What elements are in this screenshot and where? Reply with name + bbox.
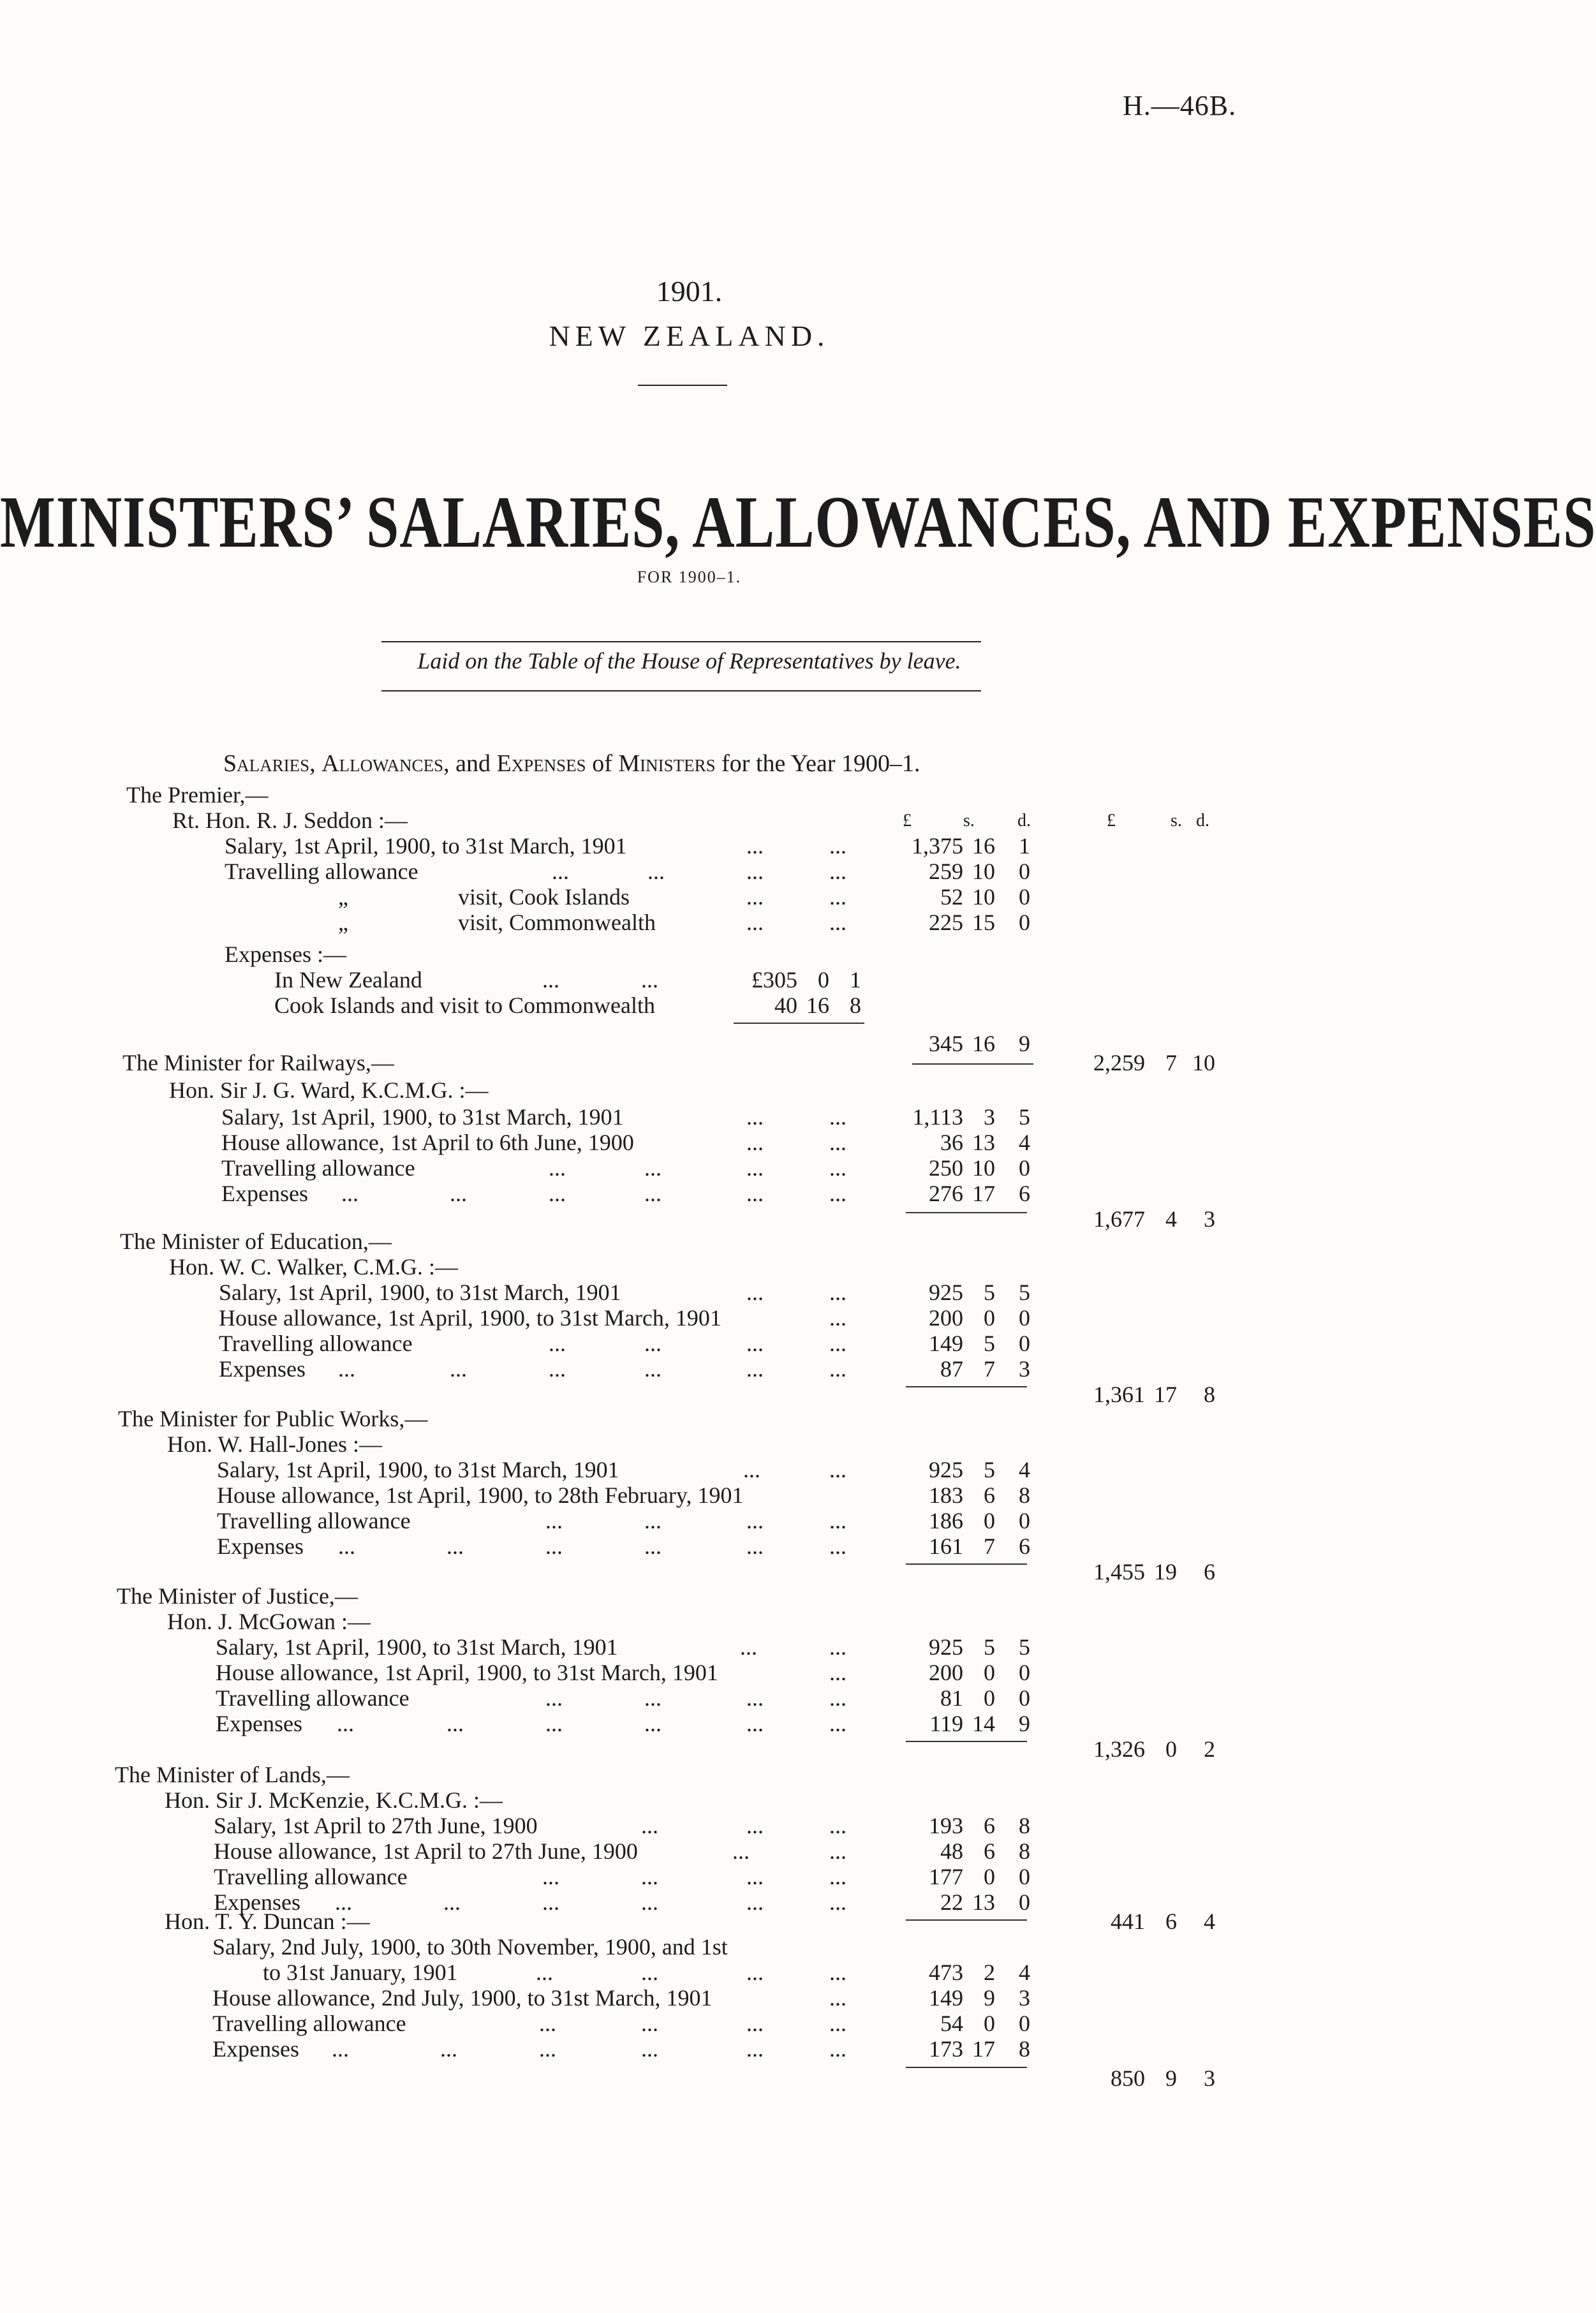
line-item: Travelling allowance ... ... ... ... 186 0 0 xyxy=(217,1508,1030,1533)
line-item: Salary, 1st April to 27th June, 1900 ... ... ... 193 6 8 xyxy=(214,1813,1030,1838)
minister-title-row: The Minister of Lands,— xyxy=(115,1762,350,1787)
heading-word: Allowances, xyxy=(321,750,450,777)
document-year: 1901. xyxy=(656,275,723,307)
col-header-total-shillings: s. xyxy=(1171,811,1182,831)
laid-rule-top xyxy=(381,641,981,642)
heading-word: Salaries, xyxy=(223,750,316,777)
line-item: House allowance, 2nd July, 1900, to 31st March, 1901 ... 149 9 3 xyxy=(212,1985,1030,2011)
line-item: „ visit, Commonwealth ... ... 225 15 0 xyxy=(338,910,1030,935)
line-item: Salary, 1st April, 1900, to 31st March, 1901 ... ... 925 5 5 xyxy=(216,1634,1030,1660)
line-item: Expenses ... ... ... ... ... ... 276 17 6 xyxy=(221,1181,1030,1206)
line-item: Travelling allowance ... ... ... ... 81 0 0 xyxy=(216,1685,1030,1711)
line-item: Salary, 1st April, 1900, to 31st March, 1901 ... ... 925 5 4 xyxy=(217,1457,1030,1482)
minister-name-row: Hon. Sir J. G. Ward, K.C.M.G. :— xyxy=(169,1077,489,1103)
heading-word: of xyxy=(592,750,612,777)
country-name: NEW ZEALAND. xyxy=(549,320,830,352)
minister-total-row: 1,361 17 8 xyxy=(1093,1382,1215,1407)
col-header-pounds: £ xyxy=(903,811,912,831)
heading-word: Expenses xyxy=(496,750,586,777)
amount-shillings: 16 xyxy=(972,833,995,859)
line-item: House allowance, 1st April to 27th June, 1900 ... ... 48 6 8 xyxy=(214,1838,1030,1864)
line-item: Expenses ... ... ... ... ... ... 22 13 0 xyxy=(214,1889,1030,1915)
line-item: Travelling allowance ... ... ... ... 259 10 0 xyxy=(225,859,1030,884)
expenses-subtotal: 345 16 9 xyxy=(929,1031,1030,1056)
line-item: House allowance, 1st April to 6th June, 1900 ... ... 36 13 4 xyxy=(221,1130,1030,1155)
minister-total-row: 1,677 4 3 xyxy=(1093,1206,1215,1232)
minister-name-row: Hon. W. C. Walker, C.M.G. :— xyxy=(169,1254,459,1280)
line-item: to 31st January, 1901 ... ... ... ... 473 2 4 xyxy=(263,1960,1030,1985)
minister-name-row: Hon. J. McGowan :— xyxy=(167,1609,371,1634)
expense-sub-item: In New Zealand ... ... £305 0 1 xyxy=(274,967,861,993)
minister-total-row: The Minister for Railways,— 2,259 7 10 xyxy=(122,1050,1215,1075)
minister-title-row: The Minister of Justice,— xyxy=(117,1583,358,1609)
heading-word: for the Year 1900–1. xyxy=(721,750,920,777)
line-item: Expenses ... ... ... ... ... ... 119 14 9 xyxy=(216,1711,1030,1736)
minister-title-row: The Minister of Education,— xyxy=(120,1229,392,1254)
line-item: Salary, 1st April, 1900, to 31st March, 1901 ... ... 1,375 16 1 xyxy=(225,833,1030,859)
ditto-mark: „ xyxy=(338,884,348,910)
page-title: MINISTERS’ SALARIES, ALLOWANCES, AND EXPENSES xyxy=(0,481,1596,563)
line-item: Expenses ... ... ... ... ... ... 161 7 6 xyxy=(217,1533,1030,1559)
amount-pounds: 1,375 xyxy=(912,833,963,859)
minister-title-row: The Minister for Public Works,— xyxy=(118,1406,428,1431)
heading-word: and xyxy=(455,750,491,777)
table-heading xyxy=(223,750,920,778)
minister-total-row: 1,455 19 6 xyxy=(1093,1559,1215,1585)
heading-word: Ministers xyxy=(618,750,716,777)
line-item: Salary, 1st April, 1900, to 31st March, 1901 ... ... 1,113 3 5 xyxy=(221,1104,1030,1130)
col-header-shillings: s. xyxy=(963,811,975,831)
minister-name-row: Hon. T. Y. Duncan :— 441 6 4 xyxy=(165,1909,1215,1934)
laid-rule-bottom xyxy=(381,690,981,691)
page-subtitle: FOR 1900–1. xyxy=(637,568,742,586)
line-item: Travelling allowance ... ... ... ... 250 10 0 xyxy=(221,1155,1030,1181)
minister-name-row: Rt. Hon. R. J. Seddon :— £ s. d. £ s. d. xyxy=(172,808,1209,833)
total-shillings: 7 xyxy=(1165,1050,1177,1075)
line-item: House allowance, 1st April, 1900, to 31st March, 1901 ... 200 0 0 xyxy=(219,1305,1030,1331)
expenses-label-row: Expenses :— xyxy=(225,942,346,967)
minister-total-row: 850 9 3 xyxy=(1111,2065,1215,2091)
minister-name-row: Hon. Sir J. McKenzie, K.C.M.G. :— xyxy=(165,1787,503,1813)
total-pence: 10 xyxy=(1192,1050,1215,1075)
minister-name-row: Hon. W. Hall-Jones :— xyxy=(167,1431,382,1457)
col-header-total-pounds: £ xyxy=(1107,811,1116,831)
minister-title-row: The Premier,— xyxy=(126,782,269,808)
col-header-pence: d. xyxy=(1017,811,1031,831)
col-header-total-pence: d. xyxy=(1196,811,1209,831)
line-item: Expenses ... ... ... ... ... ... 87 7 3 xyxy=(219,1356,1030,1382)
line-item: Travelling allowance ... ... ... ... 149 5 0 xyxy=(219,1331,1030,1356)
document-reference: H.—46B. xyxy=(1123,90,1237,121)
amount-pence: 1 xyxy=(1019,833,1030,859)
line-item: Travelling allowance ... ... ... ... 177 0 0 xyxy=(214,1864,1030,1889)
line-item: Salary, 2nd July, 1900, to 30th November, 1900, and 1st xyxy=(212,1934,728,1960)
laid-on-table-note: Laid on the Table of the House of Representatives by leave. xyxy=(417,648,961,674)
line-item: Travelling allowance ... ... ... ... 54 0 0 xyxy=(212,2011,1030,2036)
line-item: Expenses ... ... ... ... ... ... 173 17 8 xyxy=(212,2036,1030,2062)
short-divider xyxy=(638,385,727,386)
line-item: House allowance, 1st April, 1900, to 31st March, 1901 ... 200 0 0 xyxy=(216,1660,1030,1685)
line-item: House allowance, 1st April, 1900, to 28th February, 1901 183 6 8 xyxy=(217,1482,1030,1508)
line-item: Salary, 1st April, 1900, to 31st March, 1901 ... ... 925 5 5 xyxy=(219,1280,1030,1305)
expense-sub-item: Cook Islands and visit to Commonwealth 40 16 8 xyxy=(274,993,861,1018)
minister-total-row: 1,326 0 2 xyxy=(1093,1736,1215,1762)
ditto-mark: „ xyxy=(338,910,348,935)
line-item: „ visit, Cook Islands ... ... 52 10 0 xyxy=(338,884,1030,910)
subtotal-rule xyxy=(734,1023,864,1024)
total-pounds: 2,259 xyxy=(1093,1050,1145,1075)
